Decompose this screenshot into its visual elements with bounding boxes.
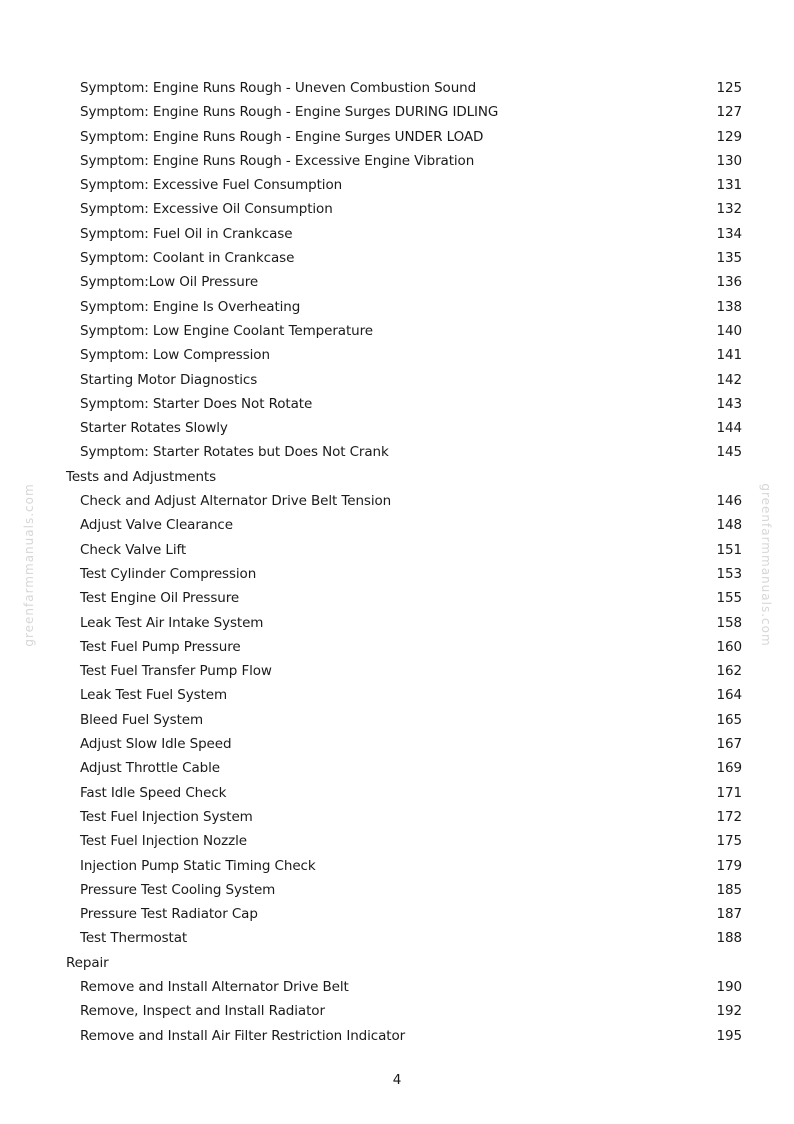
page-number: 4 [392, 1072, 402, 1088]
entry-title: Test Cylinder Compression [80, 565, 257, 582]
entry-title: Symptom: Engine Runs Rough - Engine Surges DURING IDLING [80, 104, 499, 121]
toc-entry[interactable] [0, 222, 794, 246]
entry-title: Symptom: Engine Is Overheating [80, 298, 301, 315]
section-title: Repair [66, 954, 109, 971]
entry-title: Symptom: Excessive Oil Consumption [80, 201, 333, 218]
entry-page-number: 155 [716, 590, 742, 607]
entry-page-number: 140 [716, 322, 742, 339]
entry-title: Injection Pump Static Timing Check [80, 857, 316, 874]
entry-page-number: 127 [716, 104, 742, 121]
toc-entry[interactable] [0, 611, 794, 635]
toc-section-heading [0, 465, 794, 489]
toc-entry[interactable] [0, 295, 794, 319]
toc-entry[interactable] [0, 76, 794, 100]
toc-entry[interactable] [0, 781, 794, 805]
toc-entry[interactable] [0, 854, 794, 878]
entry-page-number: 131 [716, 177, 742, 194]
toc-entry[interactable] [0, 100, 794, 124]
toc-entry[interactable] [0, 562, 794, 586]
toc-entry[interactable] [0, 319, 794, 343]
entry-title: Remove and Install Alternator Drive Belt [80, 978, 349, 995]
entry-page-number: 130 [716, 152, 742, 169]
entry-page-number: 158 [716, 614, 742, 631]
entry-title: Symptom: Low Engine Coolant Temperature [80, 322, 373, 339]
entry-title: Test Fuel Injection Nozzle [80, 833, 247, 850]
table-of-contents [0, 76, 794, 1048]
entry-title: Bleed Fuel System [80, 711, 204, 728]
toc-entry[interactable] [0, 489, 794, 513]
entry-page-number: 160 [716, 638, 742, 655]
toc-entry[interactable] [0, 708, 794, 732]
toc-entry[interactable] [0, 829, 794, 853]
toc-entry[interactable] [0, 999, 794, 1023]
toc-entry[interactable] [0, 902, 794, 926]
toc-entry[interactable] [0, 805, 794, 829]
toc-entry[interactable] [0, 635, 794, 659]
entry-page-number: 190 [716, 978, 742, 995]
entry-page-number: 175 [716, 833, 742, 850]
entry-title: Symptom: Engine Runs Rough - Uneven Combustion Sound [80, 80, 477, 96]
entry-title: Check and Adjust Alternator Drive Belt Tension [80, 493, 392, 510]
entry-page-number: 162 [716, 663, 742, 680]
entry-title: Test Thermostat [80, 930, 188, 947]
entry-title: Remove, Inspect and Install Radiator [80, 1003, 325, 1020]
toc-entry[interactable] [0, 975, 794, 999]
toc-entry[interactable] [0, 538, 794, 562]
toc-entry[interactable] [0, 416, 794, 440]
toc-entry[interactable] [0, 125, 794, 149]
entry-page-number: 172 [716, 808, 742, 825]
entry-page-number: 165 [716, 711, 742, 728]
toc-entry[interactable] [0, 756, 794, 780]
entry-page-number: 171 [716, 784, 742, 801]
toc-entry[interactable] [0, 392, 794, 416]
entry-page-number: 146 [716, 493, 742, 510]
entry-page-number: 134 [716, 225, 742, 242]
entry-page-number: 179 [716, 857, 742, 874]
watermark-right: greenfarmmanuals.com [759, 483, 773, 647]
entry-title: Starting Motor Diagnostics [80, 371, 258, 388]
toc-entry[interactable] [0, 173, 794, 197]
entry-title: Remove and Install Air Filter Restriction Indicator [80, 1027, 406, 1044]
toc-entry[interactable] [0, 683, 794, 707]
entry-title: Symptom: Coolant in Crankcase [80, 250, 295, 267]
entry-title: Pressure Test Cooling System [80, 881, 276, 898]
entry-title: Symptom: Fuel Oil in Crankcase [80, 225, 293, 242]
toc-entry[interactable] [0, 368, 794, 392]
toc-entry[interactable] [0, 926, 794, 950]
toc-entry[interactable] [0, 270, 794, 294]
toc-section-heading [0, 951, 794, 975]
entry-page-number: 192 [716, 1003, 742, 1020]
entry-title: Adjust Throttle Cable [80, 760, 220, 777]
toc-entry[interactable] [0, 1024, 794, 1048]
entry-title: Symptom: Excessive Fuel Consumption [80, 177, 343, 194]
entry-title: Test Fuel Pump Pressure [80, 638, 241, 655]
entry-page-number: 185 [716, 881, 742, 898]
entry-page-number: 187 [716, 906, 742, 923]
entry-title: Check Valve Lift [80, 541, 187, 558]
entry-page-number: 129 [716, 128, 742, 145]
entry-page-number: 144 [716, 420, 742, 437]
entry-title: Starter Rotates Slowly [80, 420, 228, 437]
toc-entry[interactable] [0, 343, 794, 367]
entry-page-number: 169 [716, 760, 742, 777]
entry-title: Test Fuel Transfer Pump Flow [80, 663, 272, 680]
entry-page-number: 188 [716, 930, 742, 947]
entry-title: Leak Test Fuel System [80, 687, 228, 704]
toc-entry[interactable] [0, 586, 794, 610]
entry-title: Test Engine Oil Pressure [80, 590, 240, 607]
entry-title: Symptom: Low Compression [80, 347, 270, 364]
entry-title: Symptom: Engine Runs Rough - Engine Surges UNDER LOAD [80, 128, 484, 145]
toc-entry[interactable] [0, 149, 794, 173]
entry-page-number: 164 [716, 687, 742, 704]
entry-title: Leak Test Air Intake System [80, 614, 264, 631]
toc-entry[interactable] [0, 197, 794, 221]
entry-title: Symptom: Starter Rotates but Does Not Crank [80, 444, 389, 461]
entry-page-number: 138 [716, 298, 742, 315]
entry-page-number: 143 [716, 395, 742, 412]
toc-entry[interactable] [0, 513, 794, 537]
entry-page-number: 135 [716, 250, 742, 267]
entry-title: Symptom:Low Oil Pressure [80, 274, 259, 291]
entry-page-number: 167 [716, 736, 742, 753]
entry-page-number: 153 [716, 565, 742, 582]
entry-page-number: 132 [716, 201, 742, 218]
toc-entry[interactable] [0, 732, 794, 756]
entry-page-number: 136 [716, 274, 742, 291]
entry-title: Adjust Slow Idle Speed [80, 736, 232, 753]
entry-page-number: 125 [716, 80, 742, 96]
entry-page-number: 141 [716, 347, 742, 364]
entry-page-number: 142 [716, 371, 742, 388]
entry-title: Fast Idle Speed Check [80, 784, 227, 801]
entry-page-number: 148 [716, 517, 742, 534]
entry-page-number: 145 [716, 444, 742, 461]
toc-entry[interactable] [0, 246, 794, 270]
entry-title: Adjust Valve Clearance [80, 517, 233, 534]
watermark-left: greenfarmmanuals.com [22, 483, 36, 647]
toc-entry[interactable] [0, 440, 794, 464]
toc-entry[interactable] [0, 659, 794, 683]
section-title: Tests and Adjustments [66, 468, 217, 485]
entry-title: Pressure Test Radiator Cap [80, 906, 258, 923]
entry-title: Symptom: Starter Does Not Rotate [80, 395, 313, 412]
entry-title: Test Fuel Injection System [80, 808, 253, 825]
entry-page-number: 151 [716, 541, 742, 558]
entry-title: Symptom: Engine Runs Rough - Excessive Engine Vibration [80, 152, 475, 169]
entry-page-number: 195 [716, 1027, 742, 1044]
toc-entry[interactable] [0, 878, 794, 902]
